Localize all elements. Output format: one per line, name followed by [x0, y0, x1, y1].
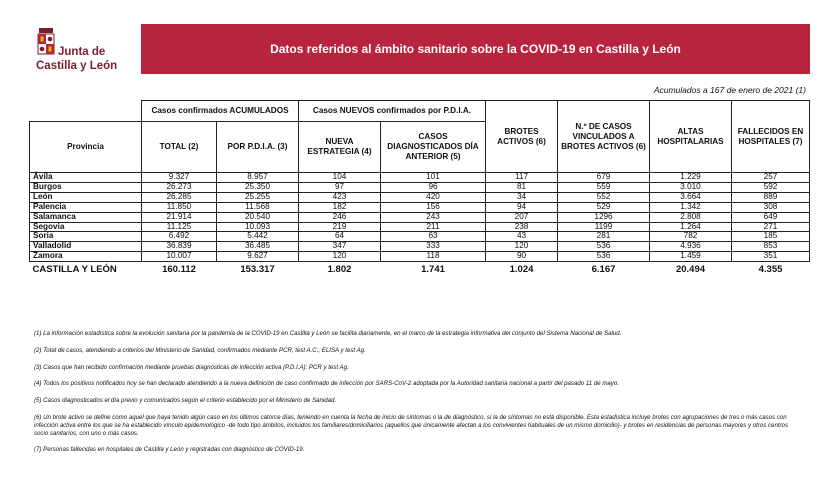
value-cell: 679 [558, 173, 650, 183]
group-header-acumulados: Casos confirmados ACUMULADOS [142, 101, 299, 122]
value-cell: 120 [486, 242, 558, 252]
value-cell: 207 [486, 212, 558, 222]
col-header-provincia: Provincia [30, 122, 142, 173]
province-cell: Segovia [30, 222, 142, 232]
col-header-nueva-estrategia: NUEVA ESTRATEGIA (4) [299, 122, 381, 173]
total-row [30, 262, 810, 277]
coat-of-arms-icon [36, 28, 56, 60]
value-cell: 592 [732, 182, 810, 192]
value-cell: 182 [299, 202, 381, 212]
group-header-nuevos: Casos NUEVOS confirmados por P.D.I.A. [299, 101, 486, 122]
logo-text-line2: Castilla y León [36, 60, 118, 72]
value-cell: 63 [381, 232, 486, 242]
value-cell: 94 [486, 202, 558, 212]
col-header-brotes: BROTES ACTIVOS (6) [486, 101, 558, 173]
value-cell: 20.540 [217, 212, 299, 222]
total-cell: 153.317 [240, 263, 275, 275]
value-cell: 4.936 [650, 242, 732, 252]
footnote: (5) Casos diagnosticados el día previo y comunicados según el criterio establecido por el Ministerio de Sanidad. [34, 397, 337, 405]
total-cell: 1.741 [421, 263, 445, 275]
value-cell: 1.459 [650, 252, 732, 262]
value-cell: 536 [558, 252, 650, 262]
value-cell: 529 [558, 202, 650, 212]
value-cell: 25.255 [217, 192, 299, 202]
table-row [30, 173, 810, 183]
col-header-altas: ALTAS HOSPITALARIAS [650, 101, 732, 173]
province-cell: Palencia [30, 202, 142, 212]
value-cell: 118 [381, 252, 486, 262]
value-cell: 347 [299, 242, 381, 252]
value-cell: 104 [299, 173, 381, 183]
value-cell: 97 [299, 182, 381, 192]
value-cell: 2.808 [650, 212, 732, 222]
table-row [30, 192, 810, 202]
value-cell: 308 [732, 202, 810, 212]
covid-table [29, 100, 810, 276]
value-cell: 243 [381, 212, 486, 222]
value-cell: 420 [381, 192, 486, 202]
banner-title: Datos referidos al ámbito sanitario sobre la COVID-19 en Castilla y León [270, 42, 681, 56]
value-cell: 90 [486, 252, 558, 262]
table-row [30, 232, 810, 242]
value-cell: 11.850 [142, 202, 217, 212]
title-banner [141, 24, 810, 74]
value-cell: 1.229 [650, 173, 732, 183]
footnote: (3) Casos que han recibido confirmación mediante pruebas diagnósticas de infección activa (P.D.I.A): PCR y test Ag. [34, 363, 349, 371]
value-cell: 219 [299, 222, 381, 232]
value-cell: 5.442 [217, 232, 299, 242]
value-cell: 26.273 [142, 182, 217, 192]
value-cell: 9.327 [142, 173, 217, 183]
province-cell: Burgos [30, 182, 142, 192]
value-cell: 271 [732, 222, 810, 232]
value-cell: 120 [299, 252, 381, 262]
value-cell: 853 [732, 242, 810, 252]
footnote: (7) Personas fallecidas en hospitales de Castilla y León y registradas con diagnóstico de COVID-19. [34, 446, 305, 454]
footnotes [34, 330, 794, 463]
province-cell: Salamanca [30, 212, 142, 222]
value-cell: 552 [558, 192, 650, 202]
value-cell: 64 [299, 232, 381, 242]
value-cell: 649 [732, 212, 810, 222]
value-cell: 43 [486, 232, 558, 242]
value-cell: 21.914 [142, 212, 217, 222]
table-row [30, 182, 810, 192]
value-cell: 25.350 [217, 182, 299, 192]
value-cell: 1296 [558, 212, 650, 222]
value-cell: 3.010 [650, 182, 732, 192]
value-cell: 559 [558, 182, 650, 192]
value-cell: 11.125 [142, 222, 217, 232]
col-header-fallecidos: FALLECIDOS EN HOSPITALES (7) [732, 101, 810, 173]
value-cell: 9.627 [217, 252, 299, 262]
value-cell: 238 [486, 222, 558, 232]
value-cell: 8.957 [217, 173, 299, 183]
value-cell: 156 [381, 202, 486, 212]
province-cell: León [30, 192, 142, 202]
col-header-pdia: POR P.D.I.A. (3) [217, 122, 299, 173]
value-cell: 536 [558, 242, 650, 252]
header-blank [30, 101, 142, 122]
province-cell: Valladolid [30, 242, 142, 252]
value-cell: 36.839 [142, 242, 217, 252]
total-cell: 1.802 [327, 263, 352, 275]
province-cell: Soria [30, 232, 142, 242]
value-cell: 1.342 [650, 202, 732, 212]
col-header-vinculados: N.º DE CASOS VINCULADOS A BROTES ACTIVOS (6) [558, 101, 650, 173]
total-cell: 6.167 [591, 263, 616, 275]
footnote: (1) La información estadística sobre la evolución sanitaria por la pandemia de la COVID-19 en Castilla y León se facilita diariamente, en el marco de la estrategia informativa del conjunto del Sistema Nacional de Salud. [34, 330, 622, 337]
value-cell: 10.093 [217, 222, 299, 232]
value-cell: 34 [486, 192, 558, 202]
total-cell: 1.024 [509, 263, 534, 275]
footnote: (6) Un brote activo se define como aquel que haya tenido algún caso en los últimos catorce días, teniendo en cuenta la fecha de inicio de síntomas o la de diagnóstico, si la de síntomas no está disponible. Esta estadística incluye brotes con agrupaciones de tres o más casos con infección activa entre los que se ha establecido vínculo epidemiológico -de todo tipo ámbitos, incluidos los familiares/domiciliarios (aquellos que únicamente afectan a los convivientes habituales de un mismo domicilio)- y brotes en residencias de personas mayores y otros centros socio sanitarios, con uno o más casos. [34, 413, 788, 437]
value-cell: 185 [732, 232, 810, 242]
value-cell: 117 [486, 173, 558, 183]
value-cell: 246 [299, 212, 381, 222]
col-header-dia-anterior: CASOS DIAGNOSTICADOS DÍA ANTERIOR (5) [381, 122, 486, 173]
value-cell: 26.285 [142, 192, 217, 202]
table-row [30, 252, 810, 262]
value-cell: 351 [732, 252, 810, 262]
value-cell: 10.007 [142, 252, 217, 262]
value-cell: 211 [381, 222, 486, 232]
value-cell: 333 [381, 242, 486, 252]
logo-text-line1: Junta de [58, 46, 106, 58]
value-cell: 36.485 [217, 242, 299, 252]
accumulated-date: Acumulados a 167 de enero de 2021 (1) [653, 85, 806, 95]
table-row [30, 202, 810, 212]
total-cell: 4.355 [758, 263, 783, 275]
junta-logo [8, 28, 126, 78]
footnote: (4) Todos los positivos notificados hoy se han declarado atendiendo a la nueva definición de caso confirmado de infección por SARS-CoV-2 adoptada por la Autoridad sanitaria nacional a partir del pasado 11 de mayo. [34, 380, 619, 388]
value-cell: 423 [299, 192, 381, 202]
value-cell: 889 [732, 192, 810, 202]
footnote: (2) Total de casos, atendiendo a criterios del Ministerio de Sanidad, confirmados mediante PCR, test A.C., ELISA y test Ag. [34, 346, 366, 354]
table-row [30, 222, 810, 232]
table-row [30, 212, 810, 222]
value-cell: 96 [381, 182, 486, 192]
table-row [30, 242, 810, 252]
col-header-total: TOTAL (2) [142, 122, 217, 173]
value-cell: 6.492 [142, 232, 217, 242]
value-cell: 11.568 [217, 202, 299, 212]
value-cell: 1199 [558, 222, 650, 232]
value-cell: 3.664 [650, 192, 732, 202]
total-cell: 20.494 [675, 263, 706, 275]
value-cell: 81 [486, 182, 558, 192]
total-cell: 160.112 [162, 263, 196, 275]
value-cell: 281 [558, 232, 650, 242]
value-cell: 101 [381, 173, 486, 183]
value-cell: 1.264 [650, 222, 732, 232]
province-cell: Ávila [30, 173, 142, 183]
province-cell: Zamora [30, 252, 142, 262]
value-cell: 782 [650, 232, 732, 242]
value-cell: 257 [732, 173, 810, 183]
total-cell: CASTILLA Y LEÓN [32, 263, 117, 275]
